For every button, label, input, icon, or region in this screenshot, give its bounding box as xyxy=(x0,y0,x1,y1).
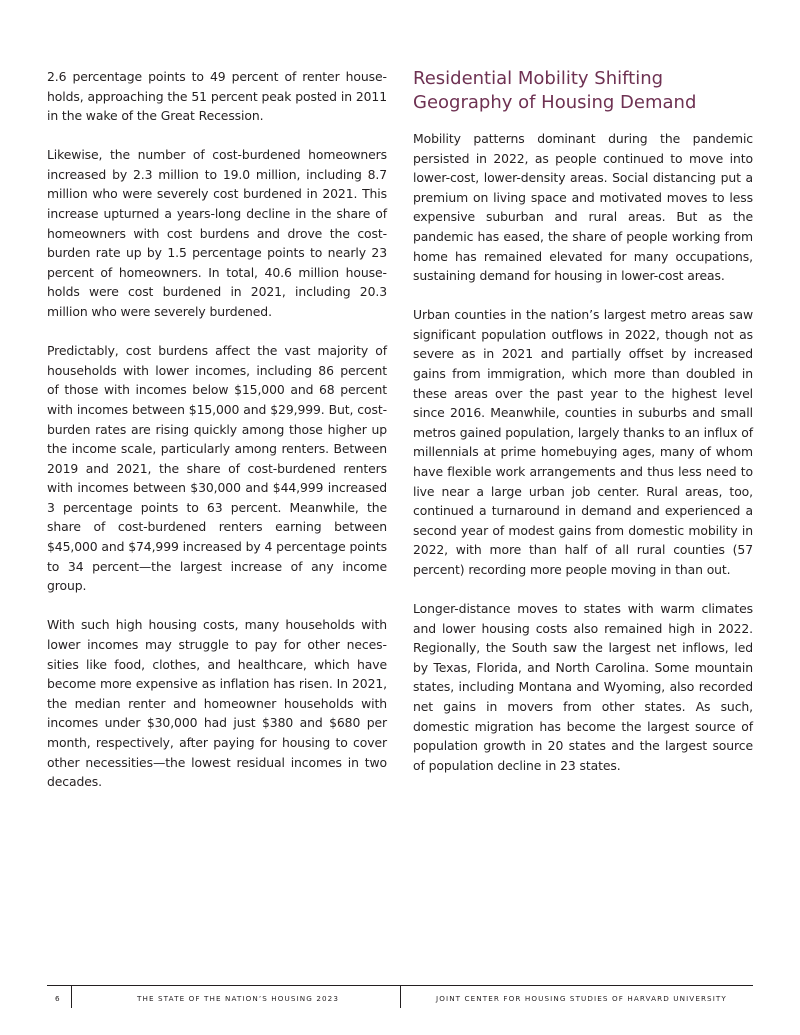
publication-title: THE STATE OF THE NATION’S HOUSING 2023 xyxy=(137,994,340,1003)
page-footer xyxy=(47,985,753,1008)
section-heading: Residential Mobility Shifting Geography of Housing Demand xyxy=(413,68,697,113)
organization-name: JOINT CENTER FOR HOUSING STUDIES OF HARVARD UNIVERSITY xyxy=(436,994,727,1003)
body-paragraph: With such high housing costs, many households with lower incomes may struggle to pay for other necessities like food, clothes, and healthcare, which have become more expensive as inflation has risen. In 2021, the median renter and homeowner households with incomes under $30,000 had just $380 and $680 per month, respectively, after paying for housing to cover other necessities—the lowest residual incomes in two decades. xyxy=(47,617,387,790)
body-paragraph: Likewise, the number of cost-burdened homeowners increased by 2.3 million to 19.0 million, including 8.7 million who were severely cost burdened in 2021. This increase upturned a years-long decline in the share of homeowners with cost burdens and drove the cost-burden rate up by 1.5 percentage points to nearly 23 percent of homeowners. In total, 40.6 million households were cost burdened in 2021, including 20.3 million who were severely burdened. xyxy=(47,147,387,320)
footer-divider xyxy=(71,986,72,1008)
body-paragraph: Urban counties in the nation’s largest metro areas saw significant population outflows in 2022, though not as severe as in 2021 and partially offset by increased gains from immigration, which more than doubled in these areas over the past year to the highest level since 2016. Meanwhile, counties in suburbs and small metros gained population, largely thanks to an influx of millennials at prime homebuying ages, many of whom have flexible work arrangements and thus less need to live near a large urban job center. Rural areas, too, continued a turnaround in demand and experienced a second year of modest gains from domestic mobility in 2022, with more than half of all rural counties (57 percent) recording more people moving in than out. xyxy=(413,307,753,577)
body-paragraph: Longer-distance moves to states with warm climates and lower housing costs also remained high in 2022. Regionally, the South saw the largest net inflows, led by Texas, Florida, and North Carolina. Some mountain states, including Montana and Wyoming, also recorded net gains in movers from other states. As such, domestic migration has become the largest source of population growth in 20 states and the largest source of population decline in 23 states. xyxy=(413,601,753,773)
footer-divider xyxy=(400,986,401,1008)
body-paragraph: 2.6 percentage points to 49 percent of renter households, approaching the 51 percent peak posted in 2011 in the wake of the Great Recession. xyxy=(47,69,387,124)
right-column xyxy=(413,67,753,795)
page-number: 6 xyxy=(55,994,61,1003)
body-paragraph: Mobility patterns dominant during the pandemic persisted in 2022, as people continued to move into lower-cost, lower-density areas. Social distancing put a premium on living space and motivated moves to less expensive suburban and rural areas. But as the pandemic has eased, the share of people working from home has remained elevated for many occupations, sustaining demand for housing in lower-cost areas. xyxy=(413,131,753,284)
body-paragraph: Predictably, cost burdens affect the vast majority of households with lower incomes, including 86 percent of those with incomes below $15,000 and 68 percent with incomes between $15,000 and $29,999. But, cost-burden rates are rising quickly among those higher up the income scale, particularly among renters. Between 2019 and 2021, the share of cost-burdened renters with incomes between $30,000 and $44,999 increased 3 percentage points to 63 percent. Meanwhile, the share of cost-burdened renters earning between $45,000 and $74,999 increased by 4 percentage points to 34 percent—the largest increase of any income group. xyxy=(47,343,387,594)
left-column xyxy=(47,67,387,811)
